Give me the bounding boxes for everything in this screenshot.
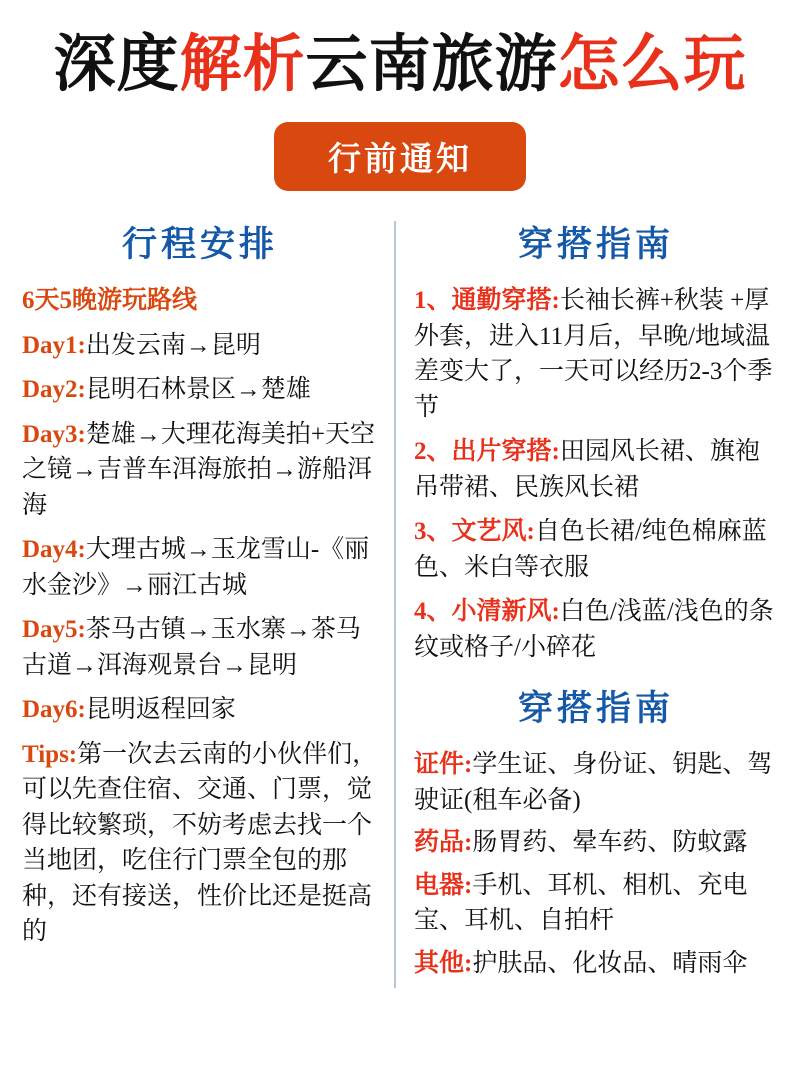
title-segment-2: 解析 bbox=[179, 31, 306, 99]
itinerary-label-6: Day6: bbox=[22, 696, 86, 723]
packing-text-0: 学生证、身份证、钥匙、驾驶证(租车必备) bbox=[414, 751, 773, 814]
list-item bbox=[414, 747, 778, 818]
tips-label: Tips: bbox=[22, 740, 78, 768]
itinerary-column bbox=[22, 217, 394, 988]
title-segment-1: 深度 bbox=[53, 31, 180, 99]
packing-label-3: 其他: bbox=[414, 949, 473, 977]
page-title bbox=[22, 0, 778, 99]
list-item bbox=[414, 825, 778, 861]
list-item bbox=[22, 532, 378, 603]
packing-text-2: 手机、耳机、相机、充电宝、耳机、自拍杆 bbox=[414, 871, 748, 934]
itinerary-text-2: 昆明石林景区→楚雄 bbox=[85, 376, 311, 403]
title-segment-4: 怎么玩 bbox=[557, 31, 747, 99]
list-item bbox=[22, 372, 378, 408]
outfit-label-1: 2、出片穿搭: bbox=[414, 438, 560, 465]
itinerary-heading: 行程安排 bbox=[121, 225, 278, 264]
list-item bbox=[22, 417, 378, 524]
packing-heading: 穿搭指南 bbox=[517, 689, 674, 728]
packing-text-3: 护肤品、化妆品、晴雨伞 bbox=[472, 949, 748, 977]
itinerary-text-6: 昆明返程回家 bbox=[85, 696, 236, 723]
itinerary-text-4: 大理古城→玉龙雪山-《丽水金沙》→丽江古城 bbox=[22, 536, 370, 599]
outfit-text-0: 长袖长裤+秋装 +厚外套，进入11月后，早晚/地域温差变大了，一天可以经历2-3个季节 bbox=[414, 287, 773, 421]
list-item bbox=[414, 434, 778, 505]
outfit-column bbox=[396, 217, 778, 988]
packing-text-1: 肠胃药、晕车药、防蚊露 bbox=[472, 829, 748, 856]
tips-item bbox=[22, 737, 378, 950]
outfit-label-3: 4、小清新风: bbox=[414, 598, 560, 625]
list-item bbox=[22, 612, 378, 683]
outfit-heading: 穿搭指南 bbox=[517, 225, 674, 264]
outfit-text-1: 田园风长裙、旗袍吊带裙、民族风长裙 bbox=[414, 438, 760, 501]
outfit-label-2: 3、文艺风: bbox=[414, 518, 535, 545]
itinerary-text-1: 出发云南→昆明 bbox=[85, 331, 261, 359]
list-item bbox=[414, 514, 778, 585]
itinerary-label-4: Day4: bbox=[22, 536, 86, 563]
tips-text: 第一次去云南的小伙伴们，可以先查住宿、交通、门票，觉得比较繁琐，不妨考虑去找一个当地团，吃住行门票全包的那种，还有接送，性价比还是挺高的 bbox=[22, 740, 378, 945]
notice-banner-wrap bbox=[22, 122, 778, 191]
itinerary-text-3: 楚雄→大理花海美拍+天空之镜→吉普车洱海旅拍→游船洱海 bbox=[22, 420, 375, 519]
list-item bbox=[414, 946, 778, 982]
list-item bbox=[414, 594, 778, 665]
list-item bbox=[414, 283, 778, 425]
itinerary-label-0: 6天5晚游玩路线 bbox=[22, 287, 198, 314]
list-item bbox=[22, 692, 378, 728]
outfit-label-0: 1、通勤穿搭: bbox=[414, 287, 560, 314]
notice-banner: 行前通知 bbox=[274, 122, 526, 191]
outfit-text-3: 白色/浅蓝/浅色的条纹或格子/小碎花 bbox=[414, 598, 774, 661]
list-item bbox=[22, 328, 378, 364]
content-columns bbox=[22, 217, 778, 988]
itinerary-label-1: Day1: bbox=[22, 331, 86, 359]
itinerary-label-5: Day5: bbox=[22, 616, 86, 643]
outfit-list bbox=[414, 283, 778, 665]
itinerary-label-2: Day2: bbox=[22, 376, 86, 403]
outfit-text-2: 自色长裙/纯色棉麻蓝色、米白等衣服 bbox=[414, 518, 767, 581]
packing-label-1: 药品: bbox=[414, 829, 473, 856]
list-item bbox=[22, 283, 378, 319]
list-item bbox=[414, 868, 778, 939]
packing-list bbox=[414, 747, 778, 981]
packing-label-0: 证件: bbox=[414, 751, 473, 778]
title-segment-3: 云南旅游 bbox=[305, 31, 558, 99]
itinerary-label-3: Day3: bbox=[22, 420, 86, 448]
packing-label-2: 电器: bbox=[414, 871, 473, 899]
itinerary-text-5: 茶马古镇→玉水寨→茶马古道→洱海观景台→昆明 bbox=[22, 616, 361, 679]
